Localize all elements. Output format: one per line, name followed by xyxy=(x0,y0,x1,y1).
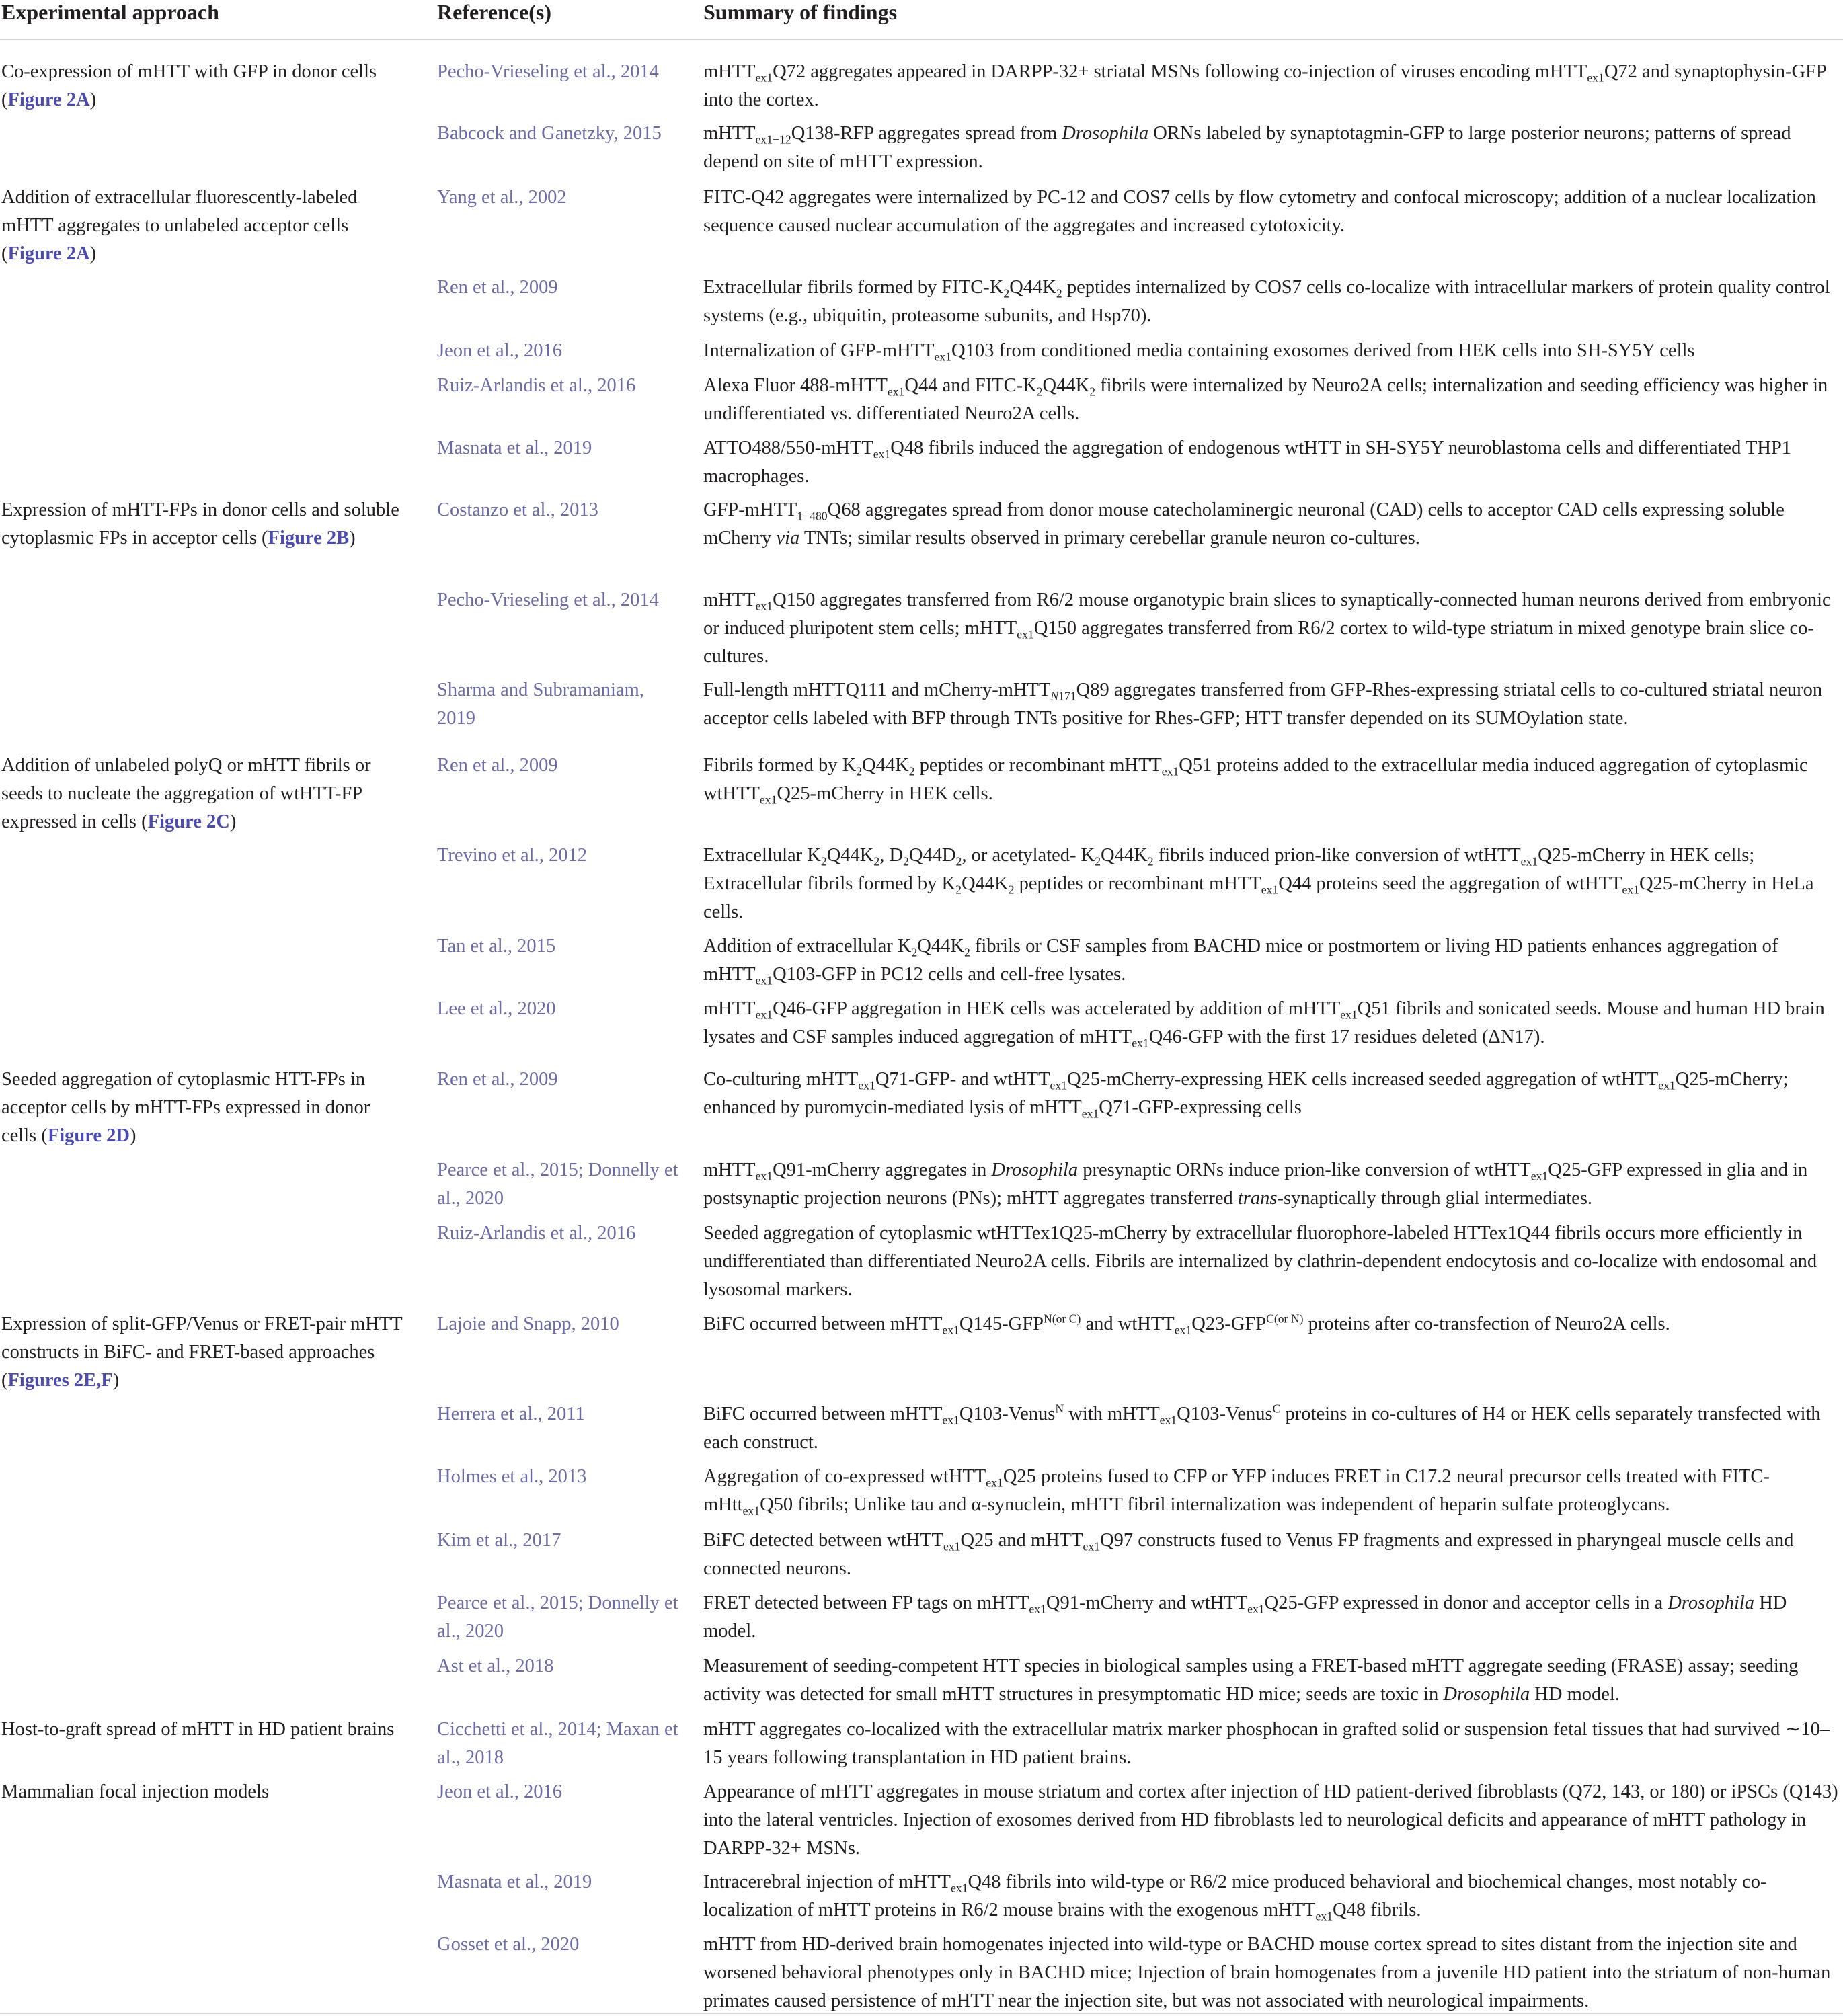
summary-cell: Intracerebral injection of mHTT$_{ex1}$Q48 fibrils into wild-type or R6/2 mice produced behavioral and biochemical changes, most notably co-localization of mHTT proteins in R6/2 mouse brains with the exogenous mHTT$_{ex1}$Q48 fibrils. xyxy=(703,1871,1767,1923)
reference-link[interactable]: Jeon et al., 2016 xyxy=(437,340,563,361)
approach-text: Mammalian focal injection models xyxy=(1,1781,270,1802)
approach-text: Expression of mHTT-FPs in donor cells and soluble cytoplasmic FPs in acceptor cells ( xyxy=(1,499,399,549)
reference-link[interactable]: Herrera et al., 2011 xyxy=(437,1404,585,1424)
figure-link[interactable]: Figure 2D xyxy=(47,1125,130,1146)
reference-link[interactable]: Ren et al., 2009 xyxy=(437,755,558,776)
figure-link[interactable]: Figure 2C xyxy=(147,811,230,832)
summary-cell: FRET detected between FP tags on mHTT$_{ex1}$Q91-mCherry and wtHTT$_{ex1}$Q25-GFP expressed in donor and acceptor cells in a Drosophila HD model. xyxy=(703,1592,1787,1642)
approach-cell: Addition of extracellular fluorescently-labeled mHTT aggregates to unlabeled acceptor cells (Figure 2A) xyxy=(1,187,358,264)
reference-link[interactable]: Ren et al., 2009 xyxy=(437,277,558,298)
reference-link[interactable]: Jeon et al., 2016 xyxy=(437,1781,563,1802)
summary-cell: mHTT$_{ex1}$Q150 aggregates transferred from R6/2 mouse organotypic brain slices to synaptically-connected human neurons derived from embryonic or induced pluripotent stem cells; mHTT$_{ex1}$Q150 aggregates transferred from R6/2 cortex to wild-type striatum in mixed genotype brain slice co-cultures. xyxy=(703,590,1831,667)
summary-cell: BiFC detected between wtHTT$_{ex1}$Q25 and mHTT$_{ex1}$Q97 constructs fused to Venus FP fragments and expressed in pharyngeal muscle cells and connected neurons. xyxy=(703,1530,1794,1579)
summary-cell: Appearance of mHTT aggregates in mouse striatum and cortex after injection of HD patient-derived fibroblasts (Q72, 143, or 180) or iPSCs (Q143) into the lateral ventricles. Injection of exosomes derived from HD fibroblasts led to neurological deficits and appearance of mHTT pathology in DARPP-32+ MSNs. xyxy=(703,1781,1838,1859)
summary-cell: ATTO488/550-mHTT$_{ex1}$Q48 fibrils induced the aggregation of endogenous wtHTT in SH-SY5Y neuroblastoma cells and differentiated THP1 macrophages. xyxy=(703,438,1792,487)
summary-cell: mHTT$_{ex1}$Q72 aggregates appeared in DARPP-32+ striatal MSNs following co-injection of viruses encoding mHTT$_{ex1}$Q72 and synaptophysin-GFP into the cortex. xyxy=(703,61,1826,110)
reference-link[interactable]: Cicchetti et al., 2014; Maxan et al., 2018 xyxy=(437,1719,678,1768)
summary-cell: mHTT$_{ex1}$Q91-mCherry aggregates in Drosophila presynaptic ORNs induce prion-like conversion of wtHTT$_{ex1}$Q25-GFP expressed in glia and in postsynaptic projection neurons (PNs); mHTT aggregates transferred trans-synaptically through glial intermediates. xyxy=(703,1160,1808,1209)
summary-cell: Full-length mHTTQ111 and mCherry-mHTT$_{N171}$Q89 aggregates transferred from GFP-Rhes-expressing striatal cells to co-cultured striatal neuron acceptor cells labeled with BFP through TNTs positive for Rhes-GFP; HTT transfer depended on its SUMOylation state. xyxy=(703,680,1823,729)
reference-link[interactable]: Pearce et al., 2015; Donnelly et al., 2020 xyxy=(437,1592,678,1642)
reference-link[interactable]: Pearce et al., 2015; Donnelly et al., 2020 xyxy=(437,1160,678,1209)
summary-cell: FITC-Q42 aggregates were internalized by PC-12 and COS7 cells by flow cytometry and confocal microscopy; addition of a nuclear localization sequence caused nuclear accumulation of the aggregates and increased cytotoxicity. xyxy=(703,187,1816,236)
summary-cell: Co-culturing mHTT$_{ex1}$Q71-GFP- and wtHTT$_{ex1}$Q25-mCherry-expressing HEK cells increased seeded aggregation of wtHTT$_{ex1}$Q25-mCherry; enhanced by puromycin-mediated lysis of mHTT$_{ex1}$Q71-GFP-expressing cells xyxy=(703,1069,1789,1121)
reference-link[interactable]: Ruiz-Arlandis et al., 2016 xyxy=(437,1223,636,1244)
summary-cell: mHTT aggregates co-localized with the extracellular matrix marker phosphocan in grafted solid or suspension fetal tissues that had survived ∼10–15 years following transplantation in HD patient brains. xyxy=(703,1719,1830,1768)
reference-link[interactable]: Holmes et al., 2013 xyxy=(437,1466,587,1487)
header-references: Reference(s) xyxy=(437,0,551,24)
reference-link[interactable]: Masnata et al., 2019 xyxy=(437,438,592,458)
summary-cell: Extracellular $K_2Q44K_2$, $D_2Q44D_2$, or acetylated- $K_2Q44K_2$ fibrils induced prion-like conversion of wtHTT$_{ex1}$Q25-mCherry in HEK cells; Extracellular fibrils formed by $K_2Q44K_2$ peptides or recombinant mHTT$_{ex1}$Q44 proteins seed the aggregation of wtHTT$_{ex1}$Q25-mCherry in HeLa cells. xyxy=(703,845,1814,922)
approach-cell: Expression of split-GFP/Venus or FRET-pair mHTT constructs in BiFC- and FRET-based approaches (Figures 2E,F) xyxy=(1,1314,403,1391)
summary-cell: Addition of extracellular $K_2Q44K_2$ fibrils or CSF samples from BACHD mice or postmortem or living HD patients enhances aggregation of mHTT$_{ex1}$Q103-GFP in PC12 cells and cell-free lysates. xyxy=(703,936,1778,987)
reference-link[interactable]: Trevino et al., 2012 xyxy=(437,845,587,866)
reference-link[interactable]: Yang et al., 2002 xyxy=(437,187,567,208)
reference-link[interactable]: Costanzo et al., 2013 xyxy=(437,499,598,520)
summary-cell: Measurement of seeding-competent HTT species in biological samples using a FRET-based mHTT aggregate seeding (FRASE) assay; seeding activity was detected for small mHTT structures in presymptomatic HD mice; seeds are toxic in Drosophila HD model. xyxy=(703,1656,1799,1705)
approach-text: Addition of unlabeled polyQ or mHTT fibrils or seeds to nucleate the aggregation of wtHTT-FP expressed in cells ( xyxy=(1,755,371,832)
approach-cell: Co-expression of mHTT with GFP in donor cells (Figure 2A) xyxy=(1,61,377,110)
figure-link[interactable]: Figure 2B xyxy=(268,528,350,549)
approach-cell: Addition of unlabeled polyQ or mHTT fibrils or seeds to nucleate the aggregation of wtHTT-FP expressed in cells (Figure 2C) xyxy=(1,755,371,832)
figure-link[interactable]: Figure 2A xyxy=(7,89,90,110)
approach-text: Addition of extracellular fluorescently-labeled mHTT aggregates to unlabeled acceptor cells ( xyxy=(1,187,358,264)
approach-cell: Seeded aggregation of cytoplasmic HTT-FPs in acceptor cells by mHTT-FPs expressed in donor cells (Figure 2D) xyxy=(1,1069,370,1146)
reference-link[interactable]: Pecho-Vrieseling et al., 2014 xyxy=(437,590,659,610)
figure-link[interactable]: Figures 2E,F xyxy=(7,1370,113,1391)
summary-cell: BiFC occurred between mHTT$_{ex1}$Q103-Venus$^N$ with mHTT$_{ex1}$Q103-Venus$^C$ proteins in co-cultures of H4 or HEK cells separately transfected with each construct. xyxy=(703,1402,1821,1453)
reference-link[interactable]: Pecho-Vrieseling et al., 2014 xyxy=(437,61,659,82)
summary-cell: GFP-mHTT$_{1-480}$Q68 aggregates spread from donor mouse catecholaminergic neuronal (CAD) cells to acceptor CAD cells expressing soluble mCherry via TNTs; similar results observed in primary cerebellar granule neuron co-cultures. xyxy=(703,499,1785,549)
summary-cell: Extracellular fibrils formed by FITC-$K_2Q44K_2$ peptides internalized by COS7 cells co-localize with intracellular markers of protein quality control systems (e.g., ubiquitin, proteasome subunits, and Hsp70). xyxy=(703,277,1830,326)
summary-cell: mHTT from HD-derived brain homogenates injected into wild-type or BACHD mouse cortex spread to sites distant from the injection site and worsened behavioral phenotypes only in BACHD mice; Injection of brain homogenates from a juvenile HD patient into the striatum of non-human primates caused persistence of mHTT near the injection site, but was not associated with neurological impairments. xyxy=(703,1934,1831,2011)
approach-cell xyxy=(1,1716,405,1744)
approach-cell xyxy=(1,1778,405,1806)
reference-link[interactable]: Gosset et al., 2020 xyxy=(437,1934,580,1955)
summary-cell: BiFC occurred between $mHTT_{ex1}Q145-GFP^{N(or C)}$ and $wtHTT_{ex1}Q23-GFP^{C(or N)}$ proteins after co-transfection of Neuro2A cells. xyxy=(703,1312,1670,1337)
reference-link[interactable]: Babcock and Ganetzky, 2015 xyxy=(437,123,662,144)
bottom-rule xyxy=(0,2013,1843,2014)
reference-link[interactable]: Lee et al., 2020 xyxy=(437,998,556,1019)
header-experimental-approach: Experimental approach xyxy=(1,0,219,24)
approach-text: Seeded aggregation of cytoplasmic HTT-FPs in acceptor cells by mHTT-FPs expressed in donor cells ( xyxy=(1,1069,370,1146)
summary-cell: Alexa Fluor 488-mHTT$_{ex1}$Q44 and FITC-$K_2Q44K_2$ fibrils were internalized by Neuro2A cells; internalization and seeding efficiency was higher in undifferentiated vs. differentiated Neuro2A cells. xyxy=(703,375,1828,424)
summary-cell: mHTT$_{ex1-12}$Q138-RFP aggregates spread from Drosophila ORNs labeled by synaptotagmin-GFP to large posterior neurons; patterns of spread depend on site of mHTT expression. xyxy=(703,123,1791,172)
reference-link[interactable]: Kim et al., 2017 xyxy=(437,1530,561,1551)
approach-text: Expression of split-GFP/Venus or FRET-pair mHTT constructs in BiFC- and FRET-based approaches ( xyxy=(1,1314,403,1391)
reference-link[interactable]: Tan et al., 2015 xyxy=(437,936,556,957)
reference-link[interactable]: Ruiz-Arlandis et al., 2016 xyxy=(437,375,636,396)
reference-link[interactable]: Sharma and Subramaniam, 2019 xyxy=(437,680,644,729)
summary-cell: Fibrils formed by $K_2Q44K_2$ peptides or recombinant mHTT$_{ex1}$Q51 proteins added to the extracellular media induced aggregation of cytoplasmic wtHTT$_{ex1}$Q25-mCherry in HEK cells. xyxy=(703,755,1808,807)
reference-link[interactable]: Masnata et al., 2019 xyxy=(437,1871,592,1892)
reference-link[interactable]: Ast et al., 2018 xyxy=(437,1656,554,1677)
summary-cell: Seeded aggregation of cytoplasmic wtHTTex1Q25-mCherry by extracellular fluorophore-labeled HTTex1Q44 fibrils occurs more efficiently in undifferentiated than differentiated Neuro2A cells. Fibrils are internalized by clathrin-dependent endocytosis and co-localize with endosomal and lysosomal markers. xyxy=(703,1223,1817,1300)
approach-text: Co-expression of mHTT with GFP in donor cells ( xyxy=(1,61,377,110)
approach-cell: Expression of mHTT-FPs in donor cells and soluble cytoplasmic FPs in acceptor cells (Figure 2B) xyxy=(1,499,399,549)
figure-link[interactable]: Figure 2A xyxy=(7,243,90,264)
summary-cell: mHTT$_{ex1}$Q46-GFP aggregation in HEK cells was accelerated by addition of mHTT$_{ex1}$Q51 fibrils and sonicated seeds. Mouse and human HD brain lysates and CSF samples induced aggregation of mHTT$_{ex1}$Q46-GFP with the first 17 residues deleted (ΔN17). xyxy=(703,998,1825,1050)
summary-cell: Aggregation of co-expressed wtHTT$_{ex1}$Q25 proteins fused to CFP or YFP induces FRET in C17.2 neural precursor cells treated with FITC-mHtt$_{ex1}$Q50 fibrils; Unlike tau and α-synuclein, mHTT fibril internalization was independent of heparin sulfate proteoglycans. xyxy=(703,1466,1770,1518)
summary-cell: Internalization of GFP-mHTT$_{ex1}$Q103 from conditioned media containing exosomes derived from HEK cells into SH-SY5Y cells xyxy=(703,340,1695,364)
header-summary: Summary of findings xyxy=(703,0,898,24)
reference-link[interactable]: Ren et al., 2009 xyxy=(437,1069,558,1090)
reference-link[interactable]: Lajoie and Snapp, 2010 xyxy=(437,1314,619,1334)
approach-text: Host-to-graft spread of mHTT in HD patient brains xyxy=(1,1719,395,1740)
